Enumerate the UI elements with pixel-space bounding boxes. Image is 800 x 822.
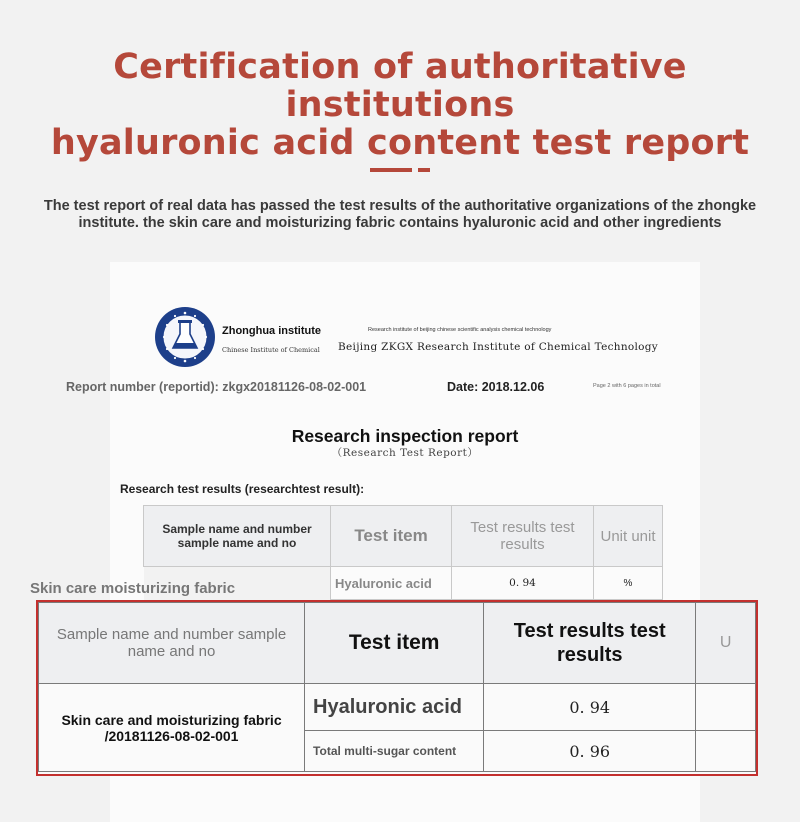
zoom-cell-unit [696, 731, 756, 772]
report-title: Research inspection report [291, 426, 519, 446]
table-header-row [144, 506, 663, 567]
headline [0, 48, 800, 162]
zoomed-results-highlight [36, 600, 758, 776]
zoom-cell-test-item: Total multi-sugar content [305, 731, 484, 772]
cell-unit: % [594, 567, 663, 600]
zoomed-results-table [38, 602, 756, 772]
zoom-cell-test-item: Hyaluronic acid [305, 684, 484, 731]
zoom-cell-result: 0. 96 [484, 731, 696, 772]
zoom-cell-sample: Skin care and moisturizing fabric /20181126-08-02-001 [39, 684, 305, 772]
divider-long [370, 168, 412, 172]
cell-test-item: Hyaluronic acid [331, 567, 452, 600]
header-test-item: Test item [331, 506, 452, 567]
headline-line-2: hyaluronic acid content test report [50, 123, 750, 163]
report-subtitle: （Research Test Report） [331, 447, 479, 459]
zoom-header-test-item: Test item [305, 603, 484, 684]
zoom-header-unit: U [696, 603, 756, 684]
header-sample: Sample name and number sample name and no [144, 506, 331, 567]
cell-result: 0. 94 [452, 567, 594, 600]
header-unit: Unit unit [594, 506, 663, 567]
page-info: Page 2 with 6 pages in total [593, 383, 661, 389]
institute-seal-icon [154, 306, 216, 368]
divider-short [418, 168, 430, 172]
zoom-cell-result: 0. 94 [484, 684, 696, 731]
results-heading: Research test results (researchtest result): [120, 482, 365, 496]
report-number: Report number (reportid): zkgx20181126-08-02-001 [66, 380, 367, 394]
header-test-results: Test results test results [452, 506, 594, 567]
zoom-header-row [39, 603, 756, 684]
report-date: Date: 2018.12.06 [447, 380, 545, 394]
zoom-header-test-results: Test results test results [484, 603, 696, 684]
zoom-cell-unit [696, 684, 756, 731]
intro-text: The test report of real data has passed the test results of the authoritative organizations of the zhongke institute. the skin care and moisturizing fabric contains hyaluronic acid and other ingredients [43, 198, 757, 231]
zoom-header-sample: Sample name and number sample name and no [39, 603, 305, 684]
institute-fine-print: Research institute of beijing chinese scientific analysis chemical technology [368, 327, 552, 333]
table-row [39, 684, 756, 731]
institute-name: Zhonghua institute [222, 325, 321, 337]
institute-subtitle: Chinese Institute of Chemical [222, 346, 320, 354]
headline-line-1: Certification of authoritative institutions [113, 47, 687, 125]
institute-english-name: Beijing ZKGX Research Institute of Chemical Technology [338, 341, 659, 353]
sample-label: Skin care moisturizing fabric [30, 580, 236, 597]
